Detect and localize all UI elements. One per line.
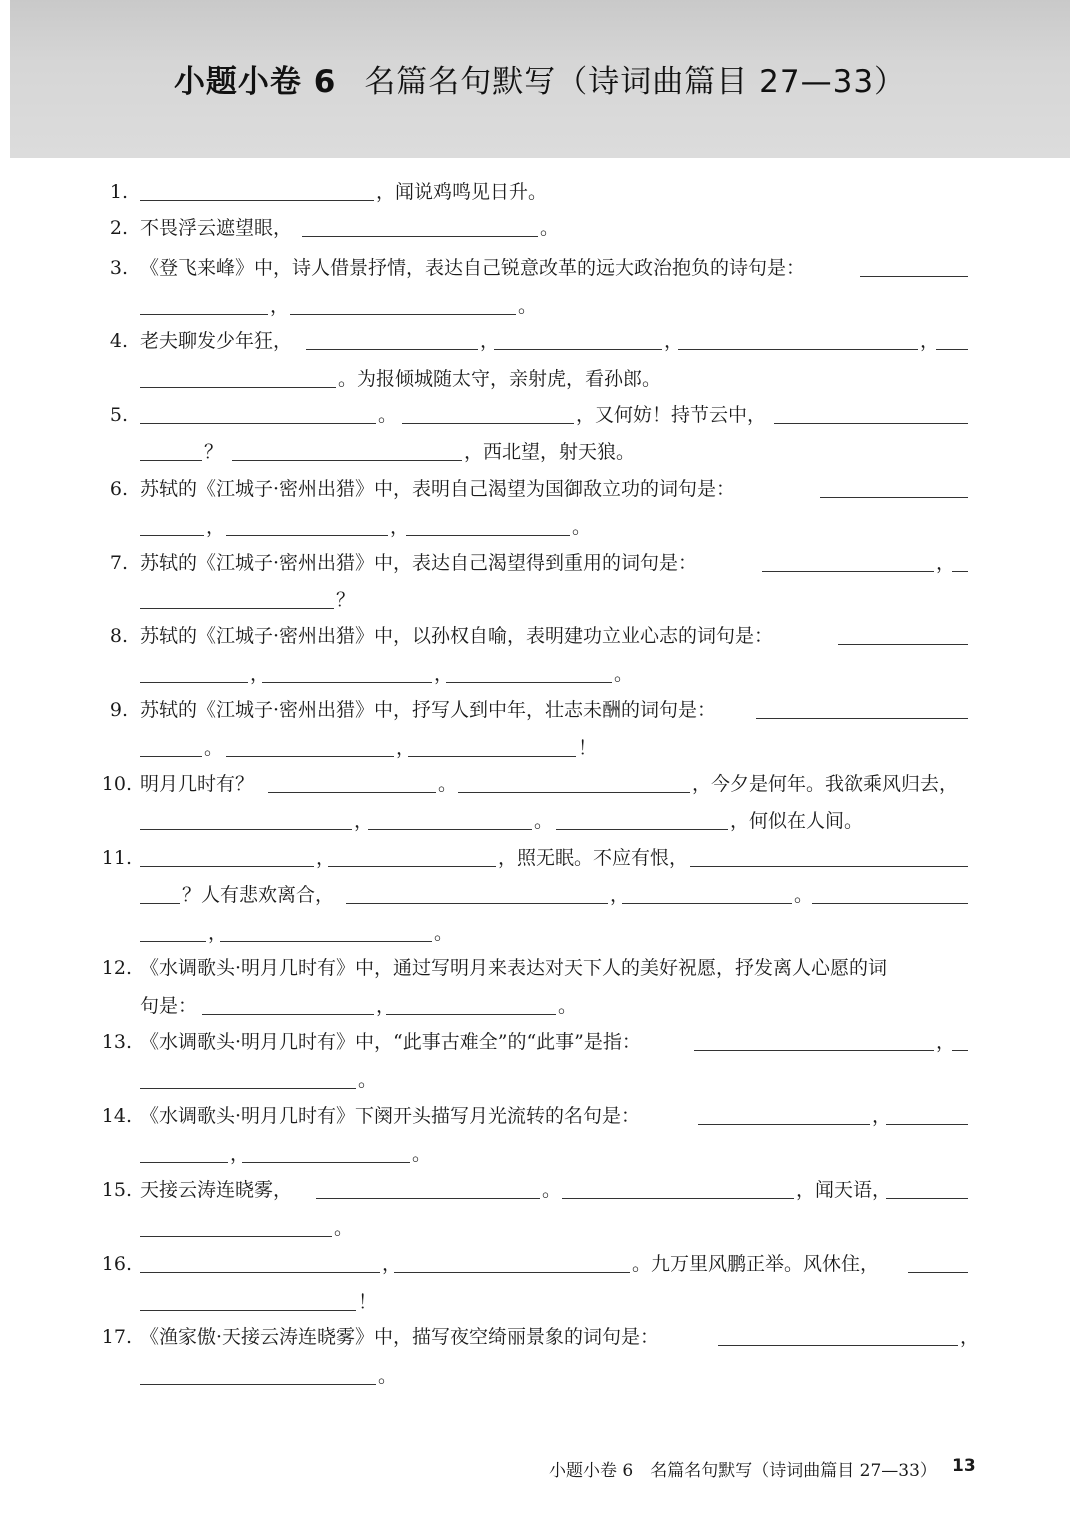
answer-blank[interactable] — [860, 256, 968, 277]
question-7 — [0, 551, 1080, 575]
question-number: 9. — [109, 699, 128, 721]
question-text: ，闻天语， — [796, 1179, 892, 1201]
answer-blank[interactable] — [838, 624, 968, 645]
question-text: 。 — [378, 1365, 398, 1387]
answer-blank[interactable] — [678, 329, 918, 350]
series-label: 小题小卷 6 — [173, 64, 337, 100]
answer-blank[interactable] — [242, 1142, 410, 1163]
page-number: 13 — [952, 1456, 976, 1476]
question-number: 14. — [101, 1105, 132, 1127]
question-text: 。 — [434, 922, 454, 944]
answer-blank[interactable] — [290, 294, 516, 315]
answer-blank[interactable] — [262, 662, 432, 683]
title-label: 名篇名句默写（诗词曲篇目 27—33） — [364, 64, 907, 100]
question-text: ， — [316, 847, 336, 869]
question-text: ， — [206, 516, 226, 538]
question-text: ， — [396, 737, 416, 759]
question-text: ， — [480, 330, 500, 352]
answer-blank[interactable] — [458, 772, 690, 793]
question-text: 苏轼的《江城子·密州出猎》中，表明自己渴望为国御敌立功的词句是： — [140, 478, 736, 500]
answer-blank[interactable] — [140, 180, 374, 201]
answer-blank[interactable] — [140, 403, 376, 424]
question-text: 苏轼的《江城子·密州出猎》中，表达自己渴望得到重用的词句是： — [140, 552, 698, 574]
question-text: 。 — [438, 773, 458, 795]
running-title: 小题小卷 6 名篇名句默写（诗词曲篇目 27—33） — [549, 1461, 937, 1481]
question-text: ，又何妨！持节云中， — [576, 404, 767, 426]
question-text: 。 — [534, 810, 554, 832]
answer-blank[interactable] — [556, 809, 728, 830]
question-number: 16. — [101, 1253, 132, 1275]
answer-blank[interactable] — [368, 809, 532, 830]
answer-blank[interactable] — [494, 329, 662, 350]
answer-blank[interactable] — [140, 883, 180, 904]
answer-blank[interactable] — [812, 883, 968, 904]
answer-blank[interactable] — [690, 846, 968, 867]
answer-blank[interactable] — [408, 736, 576, 757]
question-text: 苏轼的《江城子·密州出猎》中，以孙权自喻，表明建功立业心志的词句是： — [140, 625, 774, 647]
question-text: ， — [250, 663, 270, 685]
answer-blank[interactable] — [140, 921, 206, 942]
page-footer — [549, 1456, 976, 1481]
answer-blank[interactable] — [220, 921, 432, 942]
question-6 — [0, 477, 1080, 501]
question-8 — [0, 624, 1080, 648]
answer-blank[interactable] — [886, 1178, 968, 1199]
answer-blank[interactable] — [774, 403, 968, 424]
answer-blank[interactable] — [140, 515, 204, 536]
answer-blank[interactable] — [226, 736, 394, 757]
answer-blank[interactable] — [140, 1364, 376, 1385]
question-text: ！ — [358, 1291, 378, 1313]
question-text: 。 — [378, 404, 398, 426]
answer-blank[interactable] — [268, 772, 436, 793]
question-text: 《水调歌头·明月几时有》中，通过写明月来表达对天下人的美好祝愿，抒发离人心愿的词 — [140, 957, 888, 979]
question-6-line-2 — [0, 515, 1080, 539]
question-12 — [0, 956, 1080, 980]
question-text: ， — [936, 1031, 956, 1053]
question-17 — [0, 1325, 1080, 1349]
question-text: 。 — [540, 217, 560, 239]
question-14-line-2 — [0, 1142, 1080, 1166]
question-text: ，闻说鸡鸣见日升。 — [376, 181, 548, 203]
question-text: 。为报倾城随太守，亲射虎，看孙郎。 — [338, 368, 662, 390]
question-4-line-2 — [0, 367, 1080, 391]
answer-blank[interactable] — [446, 662, 612, 683]
question-8-line-2 — [0, 662, 1080, 686]
answer-blank[interactable] — [346, 883, 608, 904]
answer-blank[interactable] — [140, 809, 352, 830]
question-text: 。 — [794, 884, 814, 906]
answer-blank[interactable] — [718, 1325, 958, 1346]
answer-blank[interactable] — [694, 1030, 934, 1051]
question-3-line-2 — [0, 294, 1080, 318]
question-text: 。 — [412, 1143, 432, 1165]
question-text: ， — [390, 516, 410, 538]
question-number: 5. — [109, 404, 128, 426]
question-text: 天接云涛连晓雾， — [140, 1179, 293, 1201]
answer-blank[interactable] — [140, 440, 202, 461]
question-10 — [0, 772, 1080, 796]
answer-blank[interactable] — [140, 1142, 228, 1163]
answer-blank[interactable] — [886, 1104, 968, 1125]
question-text: ， — [920, 330, 940, 352]
answer-blank[interactable] — [140, 1290, 356, 1311]
question-7-line-2 — [0, 588, 1080, 612]
question-text: 。 — [614, 663, 634, 685]
question-text: 《登飞来峰》中，诗人借景抒情，表达自己锐意改革的远大政治抱负的诗句是： — [140, 257, 806, 279]
question-text: ，照无眠。不应有恨， — [498, 847, 689, 869]
answer-blank[interactable] — [394, 1252, 630, 1273]
question-text: ， — [936, 552, 956, 574]
question-5 — [0, 403, 1080, 427]
answer-blank[interactable] — [762, 551, 934, 572]
question-text: 句是： — [140, 995, 198, 1017]
question-text: 不畏浮云遮望眼， — [140, 217, 293, 239]
question-number: 11. — [101, 847, 132, 869]
answer-blank[interactable] — [302, 216, 538, 237]
answer-blank[interactable] — [140, 662, 248, 683]
answer-blank[interactable] — [140, 1252, 380, 1273]
question-text: 。 — [334, 1217, 354, 1239]
question-text: ？ — [204, 441, 224, 463]
question-text: ， — [208, 922, 228, 944]
question-text: ，西北望，射天狼。 — [464, 441, 636, 463]
question-text: ？ — [336, 589, 356, 611]
question-text: ！ — [578, 737, 598, 759]
question-number: 3. — [109, 257, 128, 279]
question-10-line-2 — [0, 809, 1080, 833]
question-number: 13. — [101, 1031, 132, 1053]
answer-blank[interactable] — [316, 1178, 540, 1199]
question-number: 12. — [101, 957, 132, 979]
question-text: ， — [960, 1326, 980, 1348]
question-text: ，何似在人间。 — [730, 810, 864, 832]
question-text: 。九万里风鹏正举。风休住， — [632, 1253, 880, 1275]
question-text: 《渔家傲·天接云涛连晓雾》中，描写夜空绮丽景象的词句是： — [140, 1326, 660, 1348]
page-title — [0, 56, 1080, 101]
question-text: ， — [270, 295, 290, 317]
question-number: 8. — [109, 625, 128, 647]
question-number: 7. — [109, 552, 128, 574]
question-text: 。 — [572, 516, 592, 538]
answer-blank[interactable] — [140, 367, 336, 388]
answer-blank[interactable] — [328, 846, 496, 867]
question-2 — [0, 216, 1080, 240]
question-text: 。 — [542, 1179, 562, 1201]
question-1 — [0, 180, 1080, 204]
answer-blank[interactable] — [908, 1252, 968, 1273]
question-text: 《水调歌头·明月几时有》下阕开头描写月光流转的名句是： — [140, 1105, 641, 1127]
answer-blank[interactable] — [402, 403, 574, 424]
question-text: ， — [434, 663, 454, 685]
question-text: ， — [610, 884, 630, 906]
question-text: ，今夕是何年。我欲乘风归去， — [692, 773, 959, 795]
question-15 — [0, 1178, 1080, 1202]
question-number: 1. — [109, 181, 128, 203]
question-number: 4. — [109, 330, 128, 352]
question-13-line-2 — [0, 1068, 1080, 1092]
answer-blank[interactable] — [226, 515, 388, 536]
answer-blank[interactable] — [698, 1104, 870, 1125]
answer-blank[interactable] — [140, 736, 202, 757]
question-text: ， — [382, 1253, 402, 1275]
question-5-line-2 — [0, 440, 1080, 464]
answer-blank[interactable] — [140, 294, 268, 315]
question-text: ， — [872, 1105, 892, 1127]
question-number: 15. — [101, 1179, 132, 1201]
question-number: 2. — [109, 217, 128, 239]
answer-blank[interactable] — [202, 994, 374, 1015]
question-number: 17. — [101, 1326, 132, 1348]
question-15-line-2 — [0, 1216, 1080, 1240]
answer-blank[interactable] — [936, 329, 968, 350]
question-12-line-2 — [0, 994, 1080, 1018]
question-16-line-2 — [0, 1290, 1080, 1314]
answer-blank[interactable] — [952, 551, 968, 572]
answer-blank[interactable] — [306, 329, 478, 350]
question-text: ， — [354, 810, 374, 832]
question-text: 老夫聊发少年狂， — [140, 330, 293, 352]
answer-blank[interactable] — [562, 1178, 794, 1199]
question-13 — [0, 1030, 1080, 1054]
answer-blank[interactable] — [140, 1216, 332, 1237]
question-11-line-3 — [0, 921, 1080, 945]
question-4 — [0, 329, 1080, 353]
question-14 — [0, 1104, 1080, 1128]
question-9 — [0, 698, 1080, 722]
question-text: 。 — [358, 1069, 378, 1091]
answer-blank[interactable] — [140, 588, 334, 609]
question-text: ， — [376, 995, 396, 1017]
question-3 — [0, 256, 1080, 280]
answer-blank[interactable] — [622, 883, 792, 904]
question-number: 6. — [109, 478, 128, 500]
question-text: 。 — [518, 295, 538, 317]
question-text: 明月几时有？ — [140, 773, 255, 795]
answer-blank[interactable] — [406, 515, 570, 536]
question-text: ， — [230, 1143, 250, 1165]
question-11-line-2 — [0, 883, 1080, 907]
question-text: ， — [664, 330, 684, 352]
answer-blank[interactable] — [952, 1030, 968, 1051]
question-9-line-2 — [0, 736, 1080, 760]
answer-blank[interactable] — [386, 994, 556, 1015]
question-text: 。 — [204, 737, 224, 759]
question-text: 《水调歌头·明月几时有》中，“此事古难全”的“此事”是指： — [140, 1031, 641, 1053]
answer-blank[interactable] — [820, 477, 968, 498]
question-number: 10. — [101, 773, 132, 795]
answer-blank[interactable] — [756, 698, 968, 719]
question-17-line-2 — [0, 1364, 1080, 1388]
answer-blank[interactable] — [140, 1068, 356, 1089]
answer-blank[interactable] — [140, 846, 314, 867]
question-text: 苏轼的《江城子·密州出猎》中，抒写人到中年，壮志未酬的词句是： — [140, 699, 717, 721]
question-text: 。 — [558, 995, 578, 1017]
answer-blank[interactable] — [232, 440, 462, 461]
question-text: ？人有悲欢离合， — [182, 884, 335, 906]
question-11 — [0, 846, 1080, 870]
question-16 — [0, 1252, 1080, 1276]
